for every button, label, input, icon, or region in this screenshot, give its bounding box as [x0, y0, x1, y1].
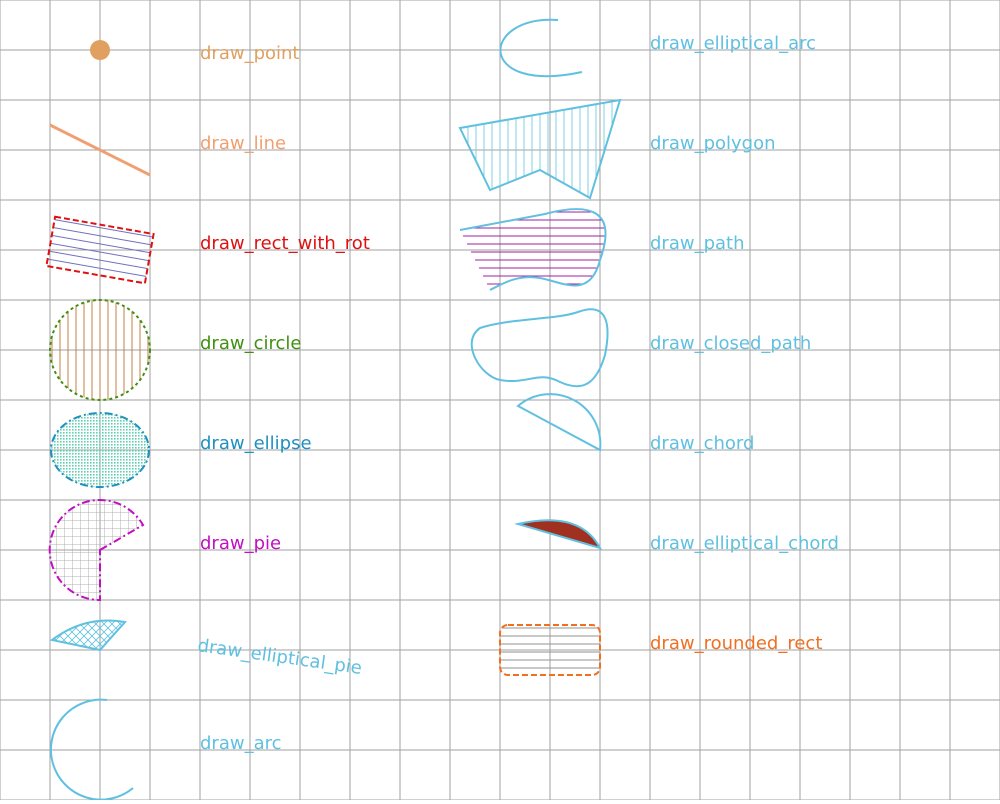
shape-circle: [50, 300, 150, 400]
shape-elliptical-arc: [500, 20, 582, 76]
shape-closed-path: [472, 309, 608, 386]
label-draw-path: draw_path: [650, 233, 745, 254]
shape-ellipse: [51, 413, 149, 487]
label-draw-rect-with-rot: draw_rect_with_rot: [200, 233, 370, 254]
label-draw-elliptical-chord: draw_elliptical_chord: [650, 533, 839, 554]
label-draw-polygon: draw_polygon: [650, 133, 776, 154]
label-draw-closed-path: draw_closed_path: [650, 333, 812, 354]
label-draw-ellipse: draw_ellipse: [200, 433, 312, 454]
shape-elliptical-pie: [52, 620, 125, 650]
label-draw-rounded-rect: draw_rounded_rect: [650, 633, 823, 654]
label-draw-pie: draw_pie: [200, 533, 282, 554]
shape-path: [460, 209, 606, 290]
label-draw-line: draw_line: [200, 133, 287, 154]
label-draw-point: draw_point: [200, 43, 300, 64]
label-draw-arc: draw_arc: [200, 733, 282, 754]
label-draw-chord: draw_chord: [650, 433, 755, 454]
shape-chord: [518, 394, 600, 450]
label-draw-elliptical-arc: draw_elliptical_arc: [650, 33, 816, 54]
shape-polygon: [460, 100, 620, 198]
label-draw-elliptical-pie: draw_elliptical_pie: [196, 635, 364, 679]
shape-rect-with-rot: [46, 217, 153, 284]
shape-elliptical-chord: [518, 520, 600, 548]
shape-point: [90, 40, 110, 60]
label-draw-circle: draw_circle: [200, 333, 302, 354]
shape-rounded-rect: [500, 625, 600, 675]
